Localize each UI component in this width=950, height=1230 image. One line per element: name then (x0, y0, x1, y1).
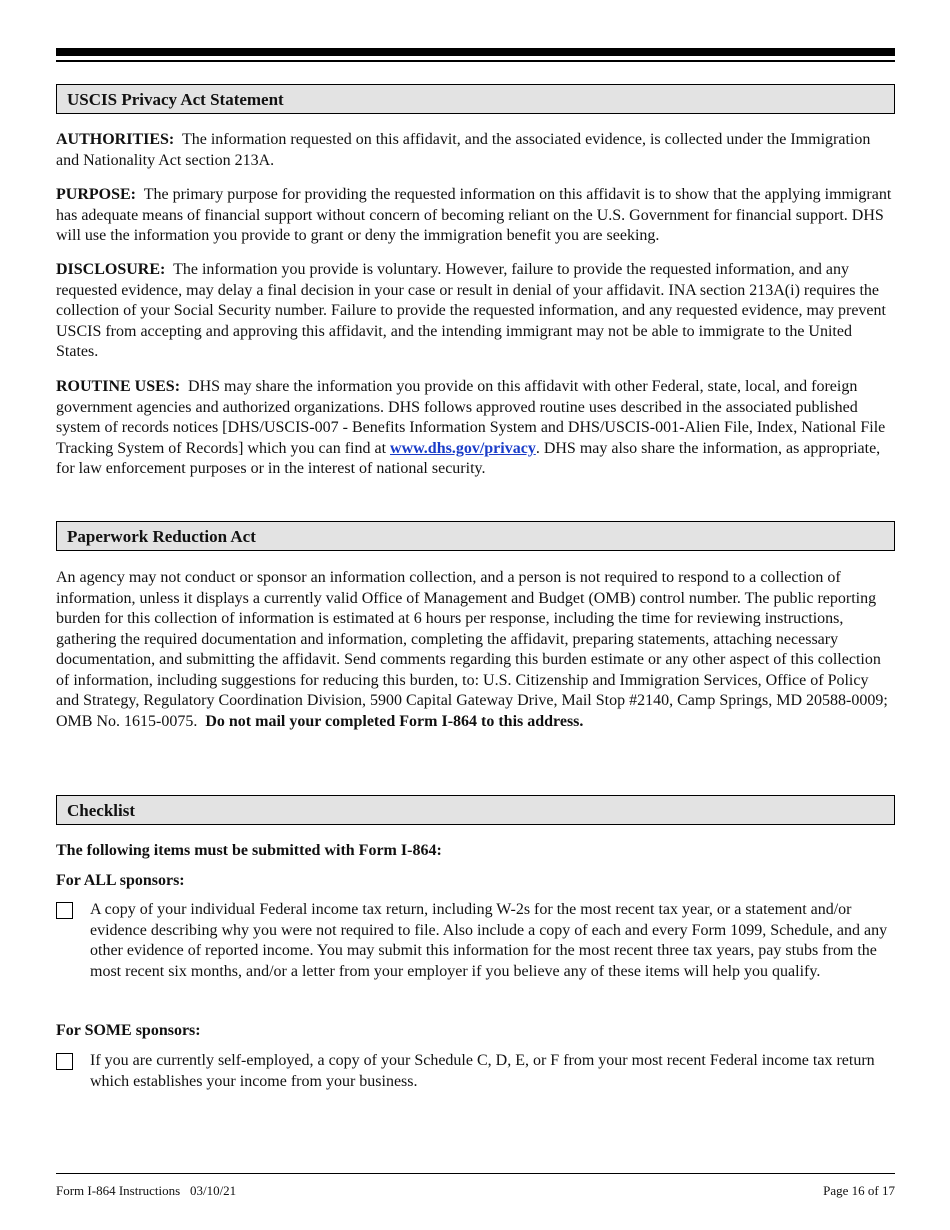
routine-uses-paragraph (56, 377, 895, 480)
checklist-intro: The following items must be submitted with Form I-864: (56, 842, 442, 859)
top-rule-thick (56, 48, 895, 56)
dhs-privacy-link[interactable]: www.dhs.gov/privacy (390, 439, 536, 457)
paperwork-text: An agency may not conduct or sponsor an information collection, and a person is not required to respond to a collection of information, unless it displays a currently valid Office of Management and Budget (OMB) control number. The public reporting burden for this collection of information is estimated at 6 hours per response, including the time for reviewing instructions, gathering the required documentation and information, completing the affidavit, preparing statements, attaching necessary documentation, and submitting the affidavit. Send comments regarding this burden estimate or any other aspect of this collection of information, including suggestions for reducing this burden, to: U.S. Citizenship and Immigration Services, Office of Policy and Strategy, Regulatory Coordination Division, 5900 Capital Gateway Drive, Mail Stop #2140, Camp Springs, MD 20588-0009; OMB No. 1615-0075. (56, 569, 888, 730)
purpose-label: PURPOSE: (56, 186, 136, 203)
authorities-paragraph (56, 130, 895, 171)
all-sponsors-item-text: A copy of your individual Federal income tax return, including W-2s for the most recent tax year, or a statement and/or evidence describing why you were not required to file. Also include a copy of each and every Form 1099, Schedule, and any other evidence of reported income. You may submit this information for the most recent three tax years, pay stubs from the most recent six months, and/or a letter from your employer if you believe any of these items will help you qualify. (90, 901, 888, 980)
routine-uses-text-after: . DHS may also share the information, as appropriate, for law enforcement purposes or in the interest of national security. (56, 439, 881, 477)
authorities-text: The information requested on this affidavit, and the associated evidence, is collected under the Immigration and Nationality Act section 213A. (56, 131, 871, 169)
routine-uses-text: DHS may share the information you provide on this affidavit with other Federal, state, local, and foreign government agencies and authorized organizations. DHS follows approved routine uses described in the associated published system of records notices [DHS/USCIS-007 - Benefits Information System and DHS/USCIS-001-Alien File, Index, National File Tracking System of Records] which you can find at (56, 378, 886, 457)
paperwork-paragraph (56, 568, 895, 732)
some-sponsors-item-text: If you are currently self-employed, a copy of your Schedule C, D, E, or F from your most recent Federal income tax return which establishes your income from your business. (90, 1052, 875, 1090)
checklist-section-header: Checklist (56, 795, 895, 825)
footer-page-number: Page 16 of 17 (823, 1183, 895, 1198)
purpose-text: The primary purpose for providing the requested information on this affidavit is to show that the applying immigrant has adequate means of financial support without concern of becoming reliant on the U.S. Government for financial support. DHS will use the information you provide to grant or deny the immigration benefit you are seeking. (56, 186, 892, 244)
disclosure-label: DISCLOSURE: (56, 261, 166, 278)
some-sponsors-heading: For SOME sponsors: (56, 1022, 201, 1039)
paperwork-bold-notice: Do not mail your completed Form I-864 to this address. (205, 712, 584, 730)
purpose-paragraph (56, 185, 895, 247)
top-rule-thin (56, 60, 895, 62)
some-sponsors-checkbox[interactable] (56, 1053, 73, 1070)
privacy-section-header: USCIS Privacy Act Statement (56, 84, 895, 114)
disclosure-text: The information you provide is voluntary. However, failure to provide the requested information, and any requested evidence, may delay a final decision in your case or result in denial of your affidavit. INA section 213A(i) requires the collection of your Social Security number. Failure to provide the requested information, and any requested evidence, may prevent USCIS from accepting and approving this affidavit, and the intending immigrant may not be able to immigrate to the United States. (56, 261, 886, 360)
paperwork-section-header: Paperwork Reduction Act (56, 521, 895, 551)
routine-uses-label: ROUTINE USES: (56, 378, 181, 395)
all-sponsors-heading: For ALL sponsors: (56, 872, 185, 889)
footer-form-id: Form I-864 Instructions 03/10/21 (56, 1183, 237, 1198)
all-sponsors-checkbox[interactable] (56, 902, 73, 919)
footer-rule (56, 1173, 895, 1174)
disclosure-paragraph (56, 260, 895, 363)
authorities-label: AUTHORITIES: (56, 131, 175, 148)
